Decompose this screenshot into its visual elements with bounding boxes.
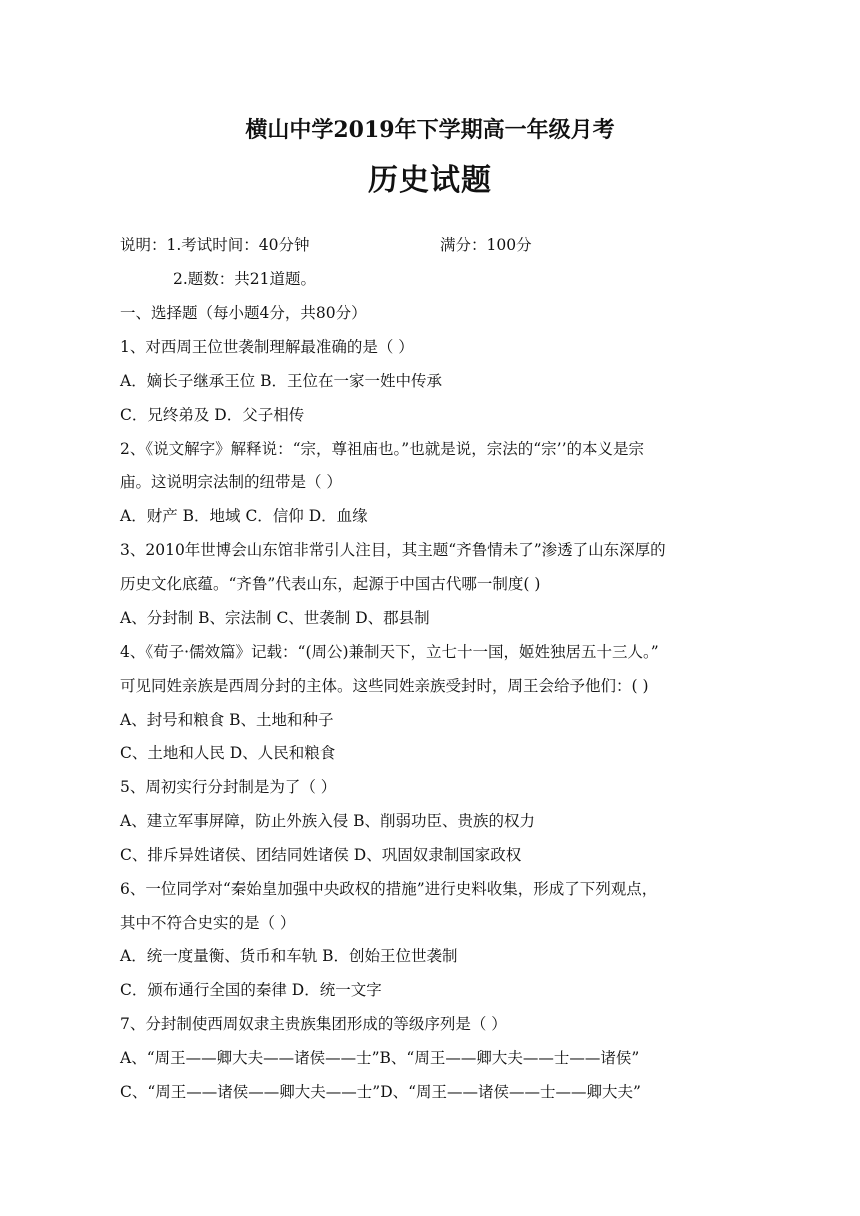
instructions-line-1 <box>120 235 532 255</box>
question-stem: 5、周初实行分封制是为了（ ） <box>120 778 337 796</box>
section-heading: 一、选择题（每小题4分，共80分） <box>120 304 367 322</box>
question-option: C．兄终弟及 D．父子相传 <box>120 406 305 424</box>
question-stem: 其中不符合史实的是（ ） <box>120 914 296 932</box>
subject-title: 历史试题 <box>368 163 492 198</box>
question-stem: 历史文化底蕴。“齐鲁”代表山东，起源于中国古代哪一制度( ) <box>120 575 541 593</box>
question-option: A．统一度量衡、货币和车轨 B．创始王位世袭制 <box>120 947 458 965</box>
question-option: C、土地和人民 D、人民和粮食 <box>120 744 336 762</box>
question-option: C．颁布通行全国的秦律 D．统一文字 <box>120 981 382 999</box>
question-stem: 可见同姓亲族是西周分封的主体。这些同姓亲族受封时，周王会给予他们：( ) <box>120 677 649 695</box>
question-option: A、建立军事屏障，防止外族入侵 B、削弱功臣、贵族的权力 <box>120 812 536 830</box>
question-stem: 1、对西周王位世袭制理解最准确的是（ ） <box>120 338 414 356</box>
question-option: A．嫡长子继承王位 B．王位在一家一姓中传承 <box>120 372 443 390</box>
question-option: C、排斥异姓诸侯、团结同姓诸侯 D、巩固奴隶制国家政权 <box>120 846 522 864</box>
question-stem: 7、分封制使西周奴隶主贵族集团形成的等级序列是（ ） <box>120 1015 507 1033</box>
instructions-line-2: 2.题数：共21道题。 <box>173 270 317 288</box>
question-option: A．财产 B．地域 C．信仰 D．血缘 <box>120 507 368 525</box>
question-stem: 3、2010年世博会山东馆非常引人注目，其主题“齐鲁情未了”渗透了山东深厚的 <box>120 541 666 559</box>
question-stem: 2、《说文解字》解释说：“宗，尊祖庙也。”也就是说，宗法的“宗’’的本义是宗 <box>120 440 644 458</box>
question-option: C、“周王——诸侯——卿大夫——士”D、“周王——诸侯——士——卿大夫” <box>120 1083 641 1101</box>
question-stem: 4、《荀子·儒效篇》记载：“(周公)兼制天下，立七十一国，姬姓独居五十三人。” <box>120 643 659 661</box>
full-score-note: 满分：100分 <box>440 236 532 254</box>
school-exam-title: 横山中学2019年下学期高一年级月考 <box>245 117 615 143</box>
question-stem: 庙。这说明宗法制的纽带是（ ） <box>120 473 342 491</box>
exam-time-note: 说明：1.考试时间：40分钟 <box>120 236 310 254</box>
question-stem: 6、一位同学对“秦始皇加强中央政权的措施”进行史料收集，形成了下列观点， <box>120 880 658 898</box>
question-option: A、封号和粮食 B、土地和种子 <box>120 711 334 729</box>
question-option: A、“周王——卿大夫——诸侯——士”B、“周王——卿大夫——士——诸侯” <box>120 1049 640 1067</box>
question-option: A、分封制 B、宗法制 C、世袭制 D、郡县制 <box>120 609 430 627</box>
